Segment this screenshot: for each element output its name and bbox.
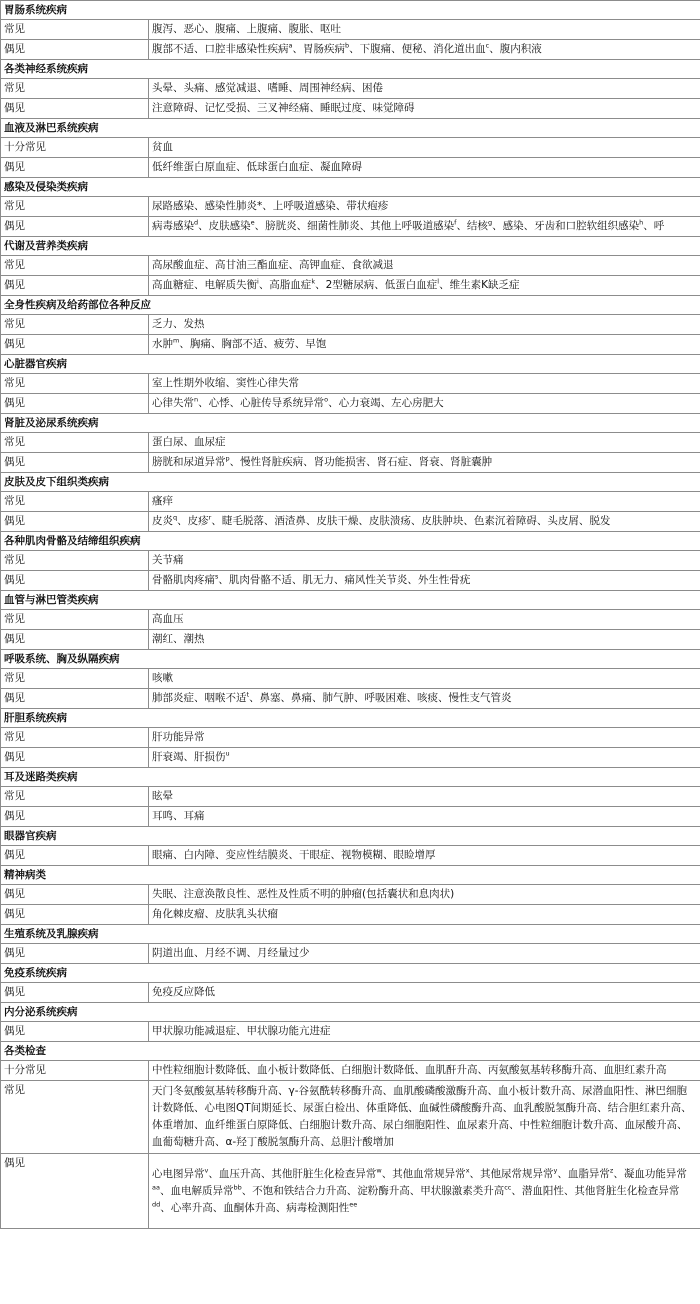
table-row — [1, 256, 700, 276]
table-row — [1, 1061, 700, 1081]
section-header — [1, 866, 700, 885]
section-header — [1, 178, 700, 197]
section-header — [1, 827, 700, 846]
frequency-cell: 偶见 — [1, 394, 149, 414]
reaction-cell: 尿路感染、感染性肺炎*、上呼吸道感染、带状疱疹 — [149, 197, 700, 217]
frequency-cell: 常见 — [1, 315, 149, 335]
frequency-cell: 十分常见 — [1, 138, 149, 158]
table-row — [1, 669, 700, 689]
table-row — [1, 453, 700, 473]
reaction-cell: 心律失常$^n$、心悸、心脏传导系统异常$^o$、心力衰竭、左心房肥大 — [149, 394, 700, 414]
frequency-cell: 偶见 — [1, 905, 149, 925]
table-row — [1, 492, 700, 512]
frequency-cell: 偶见 — [1, 571, 149, 591]
table-row — [1, 1022, 700, 1042]
reaction-cell: 高尿酸血症、高甘油三酯血症、高钾血症、食欲减退 — [149, 256, 700, 276]
frequency-cell: 偶见 — [1, 217, 149, 237]
section-title: 免疫系统疾病 — [1, 964, 700, 983]
table-row — [1, 630, 700, 650]
frequency-cell: 十分常见 — [1, 1061, 149, 1081]
section-title: 心脏器官疾病 — [1, 355, 700, 374]
section-title: 呼吸系统、胸及纵隔疾病 — [1, 650, 700, 669]
frequency-cell: 常见 — [1, 492, 149, 512]
frequency-cell: 偶见 — [1, 158, 149, 178]
table-row — [1, 276, 700, 296]
table-row — [1, 610, 700, 630]
frequency-cell: 常见 — [1, 1081, 149, 1154]
table-row — [1, 512, 700, 532]
frequency-cell: 偶见 — [1, 40, 149, 60]
reaction-cell: 腹泻、恶心、腹痛、上腹痛、腹胀、呕吐 — [149, 20, 700, 40]
table-row — [1, 728, 700, 748]
table-row — [1, 99, 700, 119]
section-title: 肝胆系统疾病 — [1, 709, 700, 728]
frequency-cell: 常见 — [1, 433, 149, 453]
section-header — [1, 532, 700, 551]
table-row — [1, 394, 700, 414]
table-row — [1, 335, 700, 355]
reaction-cell: 头晕、头痛、感觉减退、嗜睡、周围神经病、困倦 — [149, 79, 700, 99]
frequency-cell: 偶见 — [1, 99, 149, 119]
reaction-cell: 腹部不适、口腔非感染性疾病$^a$、胃肠疾病$^b$、下腹痛、便秘、消化道出血$^c$、腹内积液 — [149, 40, 700, 60]
section-header — [1, 964, 700, 983]
reaction-cell: 病毒感染$^d$、皮肤感染$^e$、膀胱炎、细菌性肺炎、其他上呼吸道感染$^f$、结核$^g$、感染、牙齿和口腔软组织感染$^h$、呼 — [149, 217, 700, 237]
reaction-cell: 心电图异常$^v$、血压升高、其他肝脏生化检查异常$^w$、其他血常规异常$^x$、其他尿常规异常$^y$、血脂异常$^z$、凝血功能异常$^{aa}$、血电解质异常$^{bb}$、不饱和铁结合力升高、淀粉酶升高、甲状腺激素类升高$^{cc}$、潜血阳性、其他肾脏生化检查异常$^{dd}$、心率升高、血酮体升高、病毒检测阳性$^{ee}$ — [149, 1154, 700, 1229]
section-header — [1, 591, 700, 610]
table-row — [1, 158, 700, 178]
table-row — [1, 944, 700, 964]
table-row — [1, 1081, 700, 1154]
section-title: 各种肌肉骨骼及结缔组织疾病 — [1, 532, 700, 551]
reaction-cell: 高血压 — [149, 610, 700, 630]
section-title: 生殖系统及乳腺疾病 — [1, 925, 700, 944]
table-row — [1, 79, 700, 99]
reaction-cell: 膀胱和尿道异常$^p$、慢性肾脏疾病、肾功能损害、肾石症、肾衰、肾脏囊肿 — [149, 453, 700, 473]
section-header — [1, 119, 700, 138]
frequency-cell: 常见 — [1, 551, 149, 571]
frequency-cell: 偶见 — [1, 1022, 149, 1042]
table-row — [1, 138, 700, 158]
frequency-cell: 常见 — [1, 728, 149, 748]
section-header — [1, 1, 700, 20]
table-row — [1, 983, 700, 1003]
frequency-cell: 偶见 — [1, 1154, 149, 1229]
reaction-cell: 咳嗽 — [149, 669, 700, 689]
table-row — [1, 433, 700, 453]
frequency-cell: 偶见 — [1, 885, 149, 905]
section-header — [1, 650, 700, 669]
section-header — [1, 768, 700, 787]
reaction-cell: 阴道出血、月经不调、月经量过少 — [149, 944, 700, 964]
section-header — [1, 709, 700, 728]
reaction-cell: 蛋白尿、血尿症 — [149, 433, 700, 453]
table-row — [1, 885, 700, 905]
frequency-cell: 常见 — [1, 256, 149, 276]
section-header — [1, 925, 700, 944]
section-header — [1, 1042, 700, 1061]
reaction-cell: 肺部炎症、咽喉不适$^t$、鼻塞、鼻痛、肺气肿、呼吸困难、咳痰、慢性支气管炎 — [149, 689, 700, 709]
frequency-cell: 偶见 — [1, 630, 149, 650]
reaction-cell: 耳鸣、耳痛 — [149, 807, 700, 827]
reaction-cell: 甲状腺功能减退症、甲状腺功能亢进症 — [149, 1022, 700, 1042]
frequency-cell: 常见 — [1, 79, 149, 99]
reaction-cell: 眩晕 — [149, 787, 700, 807]
reaction-cell: 贫血 — [149, 138, 700, 158]
section-title: 皮肤及皮下组织类疾病 — [1, 473, 700, 492]
section-title: 血管与淋巴管类疾病 — [1, 591, 700, 610]
reaction-cell: 关节痛 — [149, 551, 700, 571]
section-header — [1, 296, 700, 315]
frequency-cell: 常见 — [1, 787, 149, 807]
table-row — [1, 197, 700, 217]
reaction-cell: 骨骼肌肉疼痛$^s$、肌肉骨骼不适、肌无力、痛风性关节炎、外生性骨疣 — [149, 571, 700, 591]
section-title: 感染及侵染类疾病 — [1, 178, 700, 197]
table-body — [1, 1, 700, 1229]
reaction-cell: 室上性期外收缩、窦性心律失常 — [149, 374, 700, 394]
table-row — [1, 315, 700, 335]
table-row — [1, 807, 700, 827]
frequency-cell: 偶见 — [1, 944, 149, 964]
section-header — [1, 237, 700, 256]
table-row — [1, 905, 700, 925]
section-title: 精神病类 — [1, 866, 700, 885]
table-row — [1, 40, 700, 60]
frequency-cell: 偶见 — [1, 983, 149, 1003]
frequency-cell: 常见 — [1, 610, 149, 630]
section-title: 血液及淋巴系统疾病 — [1, 119, 700, 138]
section-title: 代谢及营养类疾病 — [1, 237, 700, 256]
section-title: 全身性疾病及给药部位各种反应 — [1, 296, 700, 315]
frequency-cell: 偶见 — [1, 846, 149, 866]
section-title: 各类检查 — [1, 1042, 700, 1061]
frequency-cell: 偶见 — [1, 689, 149, 709]
reaction-cell: 瘙痒 — [149, 492, 700, 512]
section-header — [1, 414, 700, 433]
table-row — [1, 20, 700, 40]
reaction-cell: 乏力、发热 — [149, 315, 700, 335]
section-title: 眼器官疾病 — [1, 827, 700, 846]
table-row — [1, 689, 700, 709]
table-row — [1, 787, 700, 807]
table-row — [1, 748, 700, 768]
table-row — [1, 1154, 700, 1229]
frequency-cell: 常见 — [1, 669, 149, 689]
reaction-cell: 肝功能异常 — [149, 728, 700, 748]
frequency-cell: 常见 — [1, 374, 149, 394]
reaction-cell: 失眠、注意涣散良性、恶性及性质不明的肿瘤(包括囊状和息肉状) — [149, 885, 700, 905]
table-row — [1, 374, 700, 394]
reaction-cell: 角化棘皮瘤、皮肤乳头状瘤 — [149, 905, 700, 925]
reaction-cell: 免疫反应降低 — [149, 983, 700, 1003]
section-header — [1, 355, 700, 374]
reaction-cell: 水肿$^m$、胸痛、胸部不适、疲劳、早饱 — [149, 335, 700, 355]
section-title: 各类神经系统疾病 — [1, 60, 700, 79]
reaction-cell: 潮红、潮热 — [149, 630, 700, 650]
section-title: 胃肠系统疾病 — [1, 1, 700, 20]
frequency-cell: 偶见 — [1, 276, 149, 296]
frequency-cell: 常见 — [1, 197, 149, 217]
reaction-cell: 眼痛、白内障、变应性结膜炎、干眼症、视物模糊、眼睑增厚 — [149, 846, 700, 866]
section-header — [1, 1003, 700, 1022]
table-row — [1, 571, 700, 591]
section-header — [1, 60, 700, 79]
section-title: 肾脏及泌尿系统疾病 — [1, 414, 700, 433]
reaction-cell: 天门冬氨酸氨基转移酶升高、γ-谷氨酰转移酶升高、血肌酸磷酸激酶升高、血小板计数升高、尿潜血阳性、淋巴细胞计数降低、心电图QT间期延长、尿蛋白检出、体重降低、血碱性磷酸酶升高、血乳酸脱氢酶升高、结合胆红素升高、体重增加、血纤维蛋白原降低、白细胞计数升高、尿白细胞阳性、血尿素升高、中性粒细胞计数升高、血尿酸升高、血葡萄糖升高、α-羟丁酸脱氢酶升高、总胆汁酸增加 — [149, 1081, 700, 1154]
frequency-cell: 常见 — [1, 20, 149, 40]
reaction-cell: 中性粒细胞计数降低、血小板计数降低、白细胞计数降低、血肌酐升高、丙氨酸氨基转移酶升高、血胆红素升高 — [149, 1061, 700, 1081]
section-header — [1, 473, 700, 492]
reaction-cell: 皮炎$^q$、皮疹$^r$、睫毛脱落、酒渣鼻、皮肤干燥、皮肤溃疡、皮肤肿块、色素沉着障碍、头皮屑、脱发 — [149, 512, 700, 532]
reaction-cell: 高血糖症、电解质失衡$^i$、高脂血症$^k$、2型糖尿病、低蛋白血症$^l$、维生素K缺乏症 — [149, 276, 700, 296]
frequency-cell: 偶见 — [1, 807, 149, 827]
table-row — [1, 217, 700, 237]
section-title: 耳及迷路类疾病 — [1, 768, 700, 787]
reaction-cell: 肝衰竭、肝损伤$^u$ — [149, 748, 700, 768]
reaction-cell: 注意障碍、记忆受损、三叉神经痛、睡眠过度、味觉障碍 — [149, 99, 700, 119]
table-row — [1, 846, 700, 866]
frequency-cell: 偶见 — [1, 512, 149, 532]
frequency-cell: 偶见 — [1, 453, 149, 473]
frequency-cell: 偶见 — [1, 335, 149, 355]
section-title: 内分泌系统疾病 — [1, 1003, 700, 1022]
reaction-cell: 低纤维蛋白原血症、低球蛋白血症、凝血障碍 — [149, 158, 700, 178]
frequency-cell: 偶见 — [1, 748, 149, 768]
table-row — [1, 551, 700, 571]
